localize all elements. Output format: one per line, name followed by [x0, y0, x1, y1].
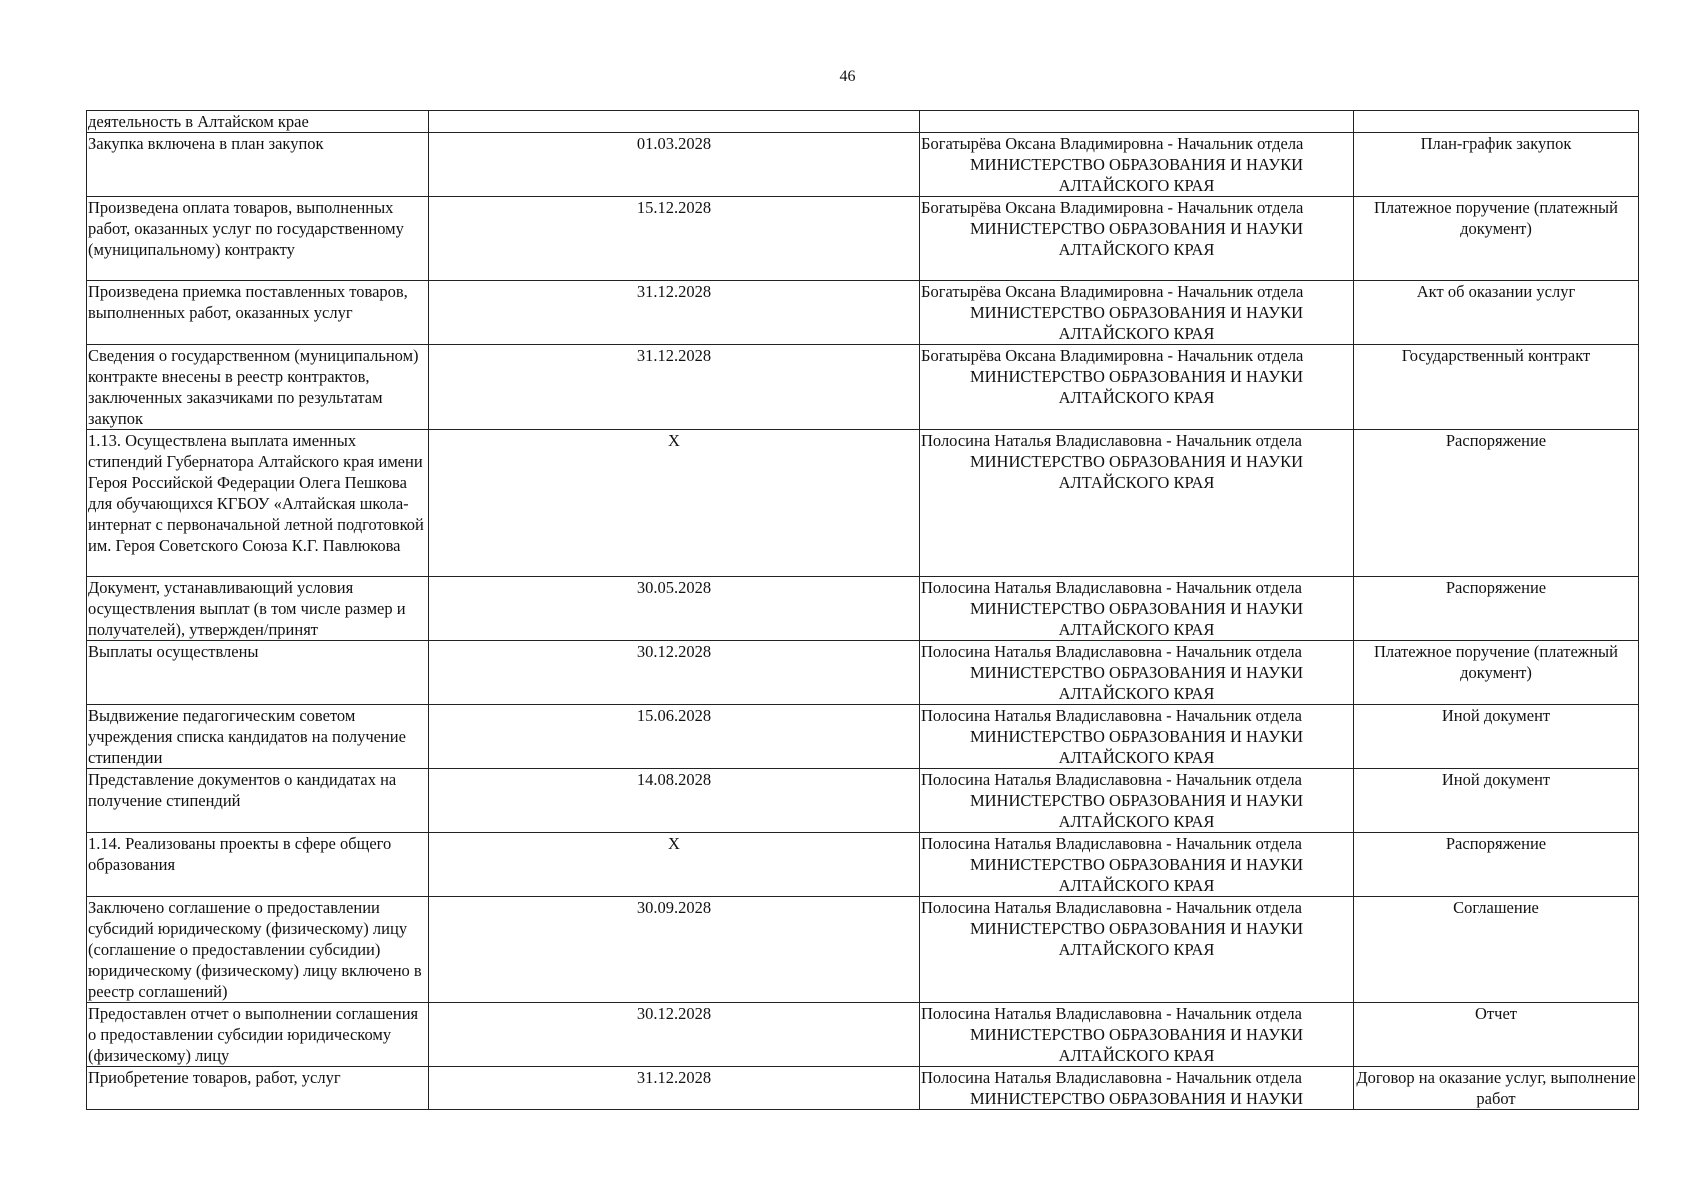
table-row — [87, 833, 1639, 897]
responsible-person: Богатырёва Оксана Владимировна - Начальник отдела — [921, 346, 1304, 365]
document-type-cell: Платежное поручение (платежный документ) — [1354, 641, 1639, 705]
responsible-cell — [920, 769, 1354, 833]
page-number: 46 — [839, 68, 856, 85]
date-cell: X — [429, 430, 920, 577]
responsible-cell — [920, 705, 1354, 769]
event-name-cell: Сведения о государственном (муниципальном) контракте внесены в реестр контрактов, заключенных заказчиками по результатам закупок — [87, 345, 429, 430]
event-name-cell: Документ, устанавливающий условия осуществления выплат (в том числе размер и получателей), утвержден/принят — [87, 577, 429, 641]
responsible-cell — [920, 281, 1354, 345]
date-cell — [429, 111, 920, 133]
responsible-organization: МИНИСТЕРСТВО ОБРАЗОВАНИЯ И НАУКИ АЛТАЙСКОГО КРАЯ — [969, 367, 1304, 407]
responsible-person: Полосина Наталья Владиславовна - Начальник отдела — [921, 578, 1302, 597]
responsible-person: Полосина Наталья Владиславовна - Начальник отдела — [921, 834, 1302, 853]
responsible-person: Полосина Наталья Владиславовна - Начальник отдела — [921, 898, 1302, 917]
date-cell: 14.08.2028 — [429, 769, 920, 833]
table-row — [87, 111, 1639, 133]
plan-table — [86, 110, 1639, 1110]
responsible-cell — [920, 1003, 1354, 1067]
table-row — [87, 345, 1639, 430]
responsible-organization: МИНИСТЕРСТВО ОБРАЗОВАНИЯ И НАУКИ АЛТАЙСКОГО КРАЯ — [969, 1025, 1304, 1065]
table-row — [87, 430, 1639, 577]
table-row — [87, 769, 1639, 833]
date-cell: 15.12.2028 — [429, 197, 920, 281]
event-name-cell: деятельность в Алтайском крае — [87, 111, 429, 133]
event-name-cell: Произведена приемка поставленных товаров, выполненных работ, оказанных услуг — [87, 281, 429, 345]
responsible-person: Полосина Наталья Владиславовна - Начальник отдела — [921, 1068, 1302, 1087]
document-type-cell: Соглашение — [1354, 897, 1639, 1003]
date-cell: 30.12.2028 — [429, 641, 920, 705]
date-cell: 31.12.2028 — [429, 1067, 920, 1110]
event-name-cell: Выдвижение педагогическим советом учреждения списка кандидатов на получение стипендии — [87, 705, 429, 769]
table-row — [87, 897, 1639, 1003]
table-row — [87, 281, 1639, 345]
event-name-cell: Произведена оплата товаров, выполненных работ, оказанных услуг по государственному (муниципальному) контракту — [87, 197, 429, 281]
responsible-cell — [920, 577, 1354, 641]
document-type-cell: Иной документ — [1354, 769, 1639, 833]
document-type-cell — [1354, 111, 1639, 133]
responsible-organization: МИНИСТЕРСТВО ОБРАЗОВАНИЯ И НАУКИ АЛТАЙСКОГО КРАЯ — [969, 791, 1304, 831]
document-type-cell: Распоряжение — [1354, 430, 1639, 577]
event-name-cell: Выплаты осуществлены — [87, 641, 429, 705]
document-type-cell: Распоряжение — [1354, 577, 1639, 641]
responsible-organization: МИНИСТЕРСТВО ОБРАЗОВАНИЯ И НАУКИ АЛТАЙСКОГО КРАЯ — [969, 855, 1304, 895]
responsible-person: Полосина Наталья Владиславовна - Начальник отдела — [921, 706, 1302, 725]
document-type-cell: Иной документ — [1354, 705, 1639, 769]
responsible-cell — [920, 641, 1354, 705]
table-row — [87, 1067, 1639, 1110]
event-name-cell: Приобретение товаров, работ, услуг — [87, 1067, 429, 1110]
responsible-cell — [920, 430, 1354, 577]
responsible-organization: МИНИСТЕРСТВО ОБРАЗОВАНИЯ И НАУКИ АЛТАЙСКОГО КРАЯ — [969, 663, 1304, 703]
date-cell: X — [429, 833, 920, 897]
responsible-person: Полосина Наталья Владиславовна - Начальник отдела — [921, 770, 1302, 789]
responsible-organization: МИНИСТЕРСТВО ОБРАЗОВАНИЯ И НАУКИ АЛТАЙСКОГО КРАЯ — [969, 155, 1304, 195]
responsible-person: Богатырёва Оксана Владимировна - Начальник отдела — [921, 282, 1304, 301]
event-name-cell: 1.13. Осуществлена выплата именных стипендий Губернатора Алтайского края имени Героя Российской Федерации Олега Пешкова для обучающихся КГБОУ «Алтайская школа-интернат с первоначальной летной подготовкой им. Героя Советского Союза К.Г. Павлюкова — [87, 430, 429, 577]
event-name-cell: Заключено соглашение о предоставлении субсидий юридическому (физическому) лицу (соглашение о предоставлении субсидии) юридическому (физическому) лицу включено в реестр соглашений) — [87, 897, 429, 1003]
date-cell: 31.12.2028 — [429, 345, 920, 430]
responsible-cell — [920, 133, 1354, 197]
responsible-organization: МИНИСТЕРСТВО ОБРАЗОВАНИЯ И НАУКИ АЛТАЙСКОГО КРАЯ — [969, 452, 1304, 492]
event-name-cell: Закупка включена в план закупок — [87, 133, 429, 197]
event-name-cell: Предоставлен отчет о выполнении соглашения о предоставлении субсидии юридическому (физическому) лицу — [87, 1003, 429, 1067]
date-cell: 01.03.2028 — [429, 133, 920, 197]
event-name-cell: Представление документов о кандидатах на получение стипендий — [87, 769, 429, 833]
responsible-cell — [920, 197, 1354, 281]
document-type-cell: Отчет — [1354, 1003, 1639, 1067]
table-row — [87, 641, 1639, 705]
responsible-organization: МИНИСТЕРСТВО ОБРАЗОВАНИЯ И НАУКИ АЛТАЙСКОГО КРАЯ — [969, 219, 1304, 259]
responsible-cell — [920, 1067, 1354, 1110]
responsible-person: Полосина Наталья Владиславовна - Начальник отдела — [921, 431, 1302, 450]
date-cell: 15.06.2028 — [429, 705, 920, 769]
responsible-person: Полосина Наталья Владиславовна - Начальник отдела — [921, 642, 1302, 661]
responsible-organization: МИНИСТЕРСТВО ОБРАЗОВАНИЯ И НАУКИ АЛТАЙСКОГО КРАЯ — [969, 303, 1304, 343]
date-cell: 30.05.2028 — [429, 577, 920, 641]
document-type-cell: Платежное поручение (платежный документ) — [1354, 197, 1639, 281]
table-row — [87, 705, 1639, 769]
date-cell: 30.09.2028 — [429, 897, 920, 1003]
event-name-cell: 1.14. Реализованы проекты в сфере общего образования — [87, 833, 429, 897]
table-row — [87, 133, 1639, 197]
responsible-cell — [920, 111, 1354, 133]
responsible-cell — [920, 345, 1354, 430]
responsible-cell — [920, 897, 1354, 1003]
responsible-cell — [920, 833, 1354, 897]
table-row — [87, 577, 1639, 641]
date-cell: 30.12.2028 — [429, 1003, 920, 1067]
responsible-person: Богатырёва Оксана Владимировна - Начальник отдела — [921, 134, 1304, 153]
document-type-cell: Государственный контракт — [1354, 345, 1639, 430]
document-type-cell: Акт об оказании услуг — [1354, 281, 1639, 345]
document-type-cell: Распоряжение — [1354, 833, 1639, 897]
responsible-organization: МИНИСТЕРСТВО ОБРАЗОВАНИЯ И НАУКИ АЛТАЙСКОГО КРАЯ — [969, 727, 1304, 767]
date-cell: 31.12.2028 — [429, 281, 920, 345]
document-type-cell: Договор на оказание услуг, выполнение работ — [1354, 1067, 1639, 1110]
responsible-organization: МИНИСТЕРСТВО ОБРАЗОВАНИЯ И НАУКИ АЛТАЙСКОГО КРАЯ — [969, 919, 1304, 959]
responsible-person: Полосина Наталья Владиславовна - Начальник отдела — [921, 1004, 1302, 1023]
table-row — [87, 197, 1639, 281]
responsible-organization: МИНИСТЕРСТВО ОБРАЗОВАНИЯ И НАУКИ АЛТАЙСКОГО КРАЯ — [969, 599, 1304, 639]
responsible-person: Богатырёва Оксана Владимировна - Начальник отдела — [921, 198, 1304, 217]
document-type-cell: План-график закупок — [1354, 133, 1639, 197]
responsible-organization: МИНИСТЕРСТВО ОБРАЗОВАНИЯ И НАУКИ — [969, 1089, 1304, 1108]
table-row — [87, 1003, 1639, 1067]
